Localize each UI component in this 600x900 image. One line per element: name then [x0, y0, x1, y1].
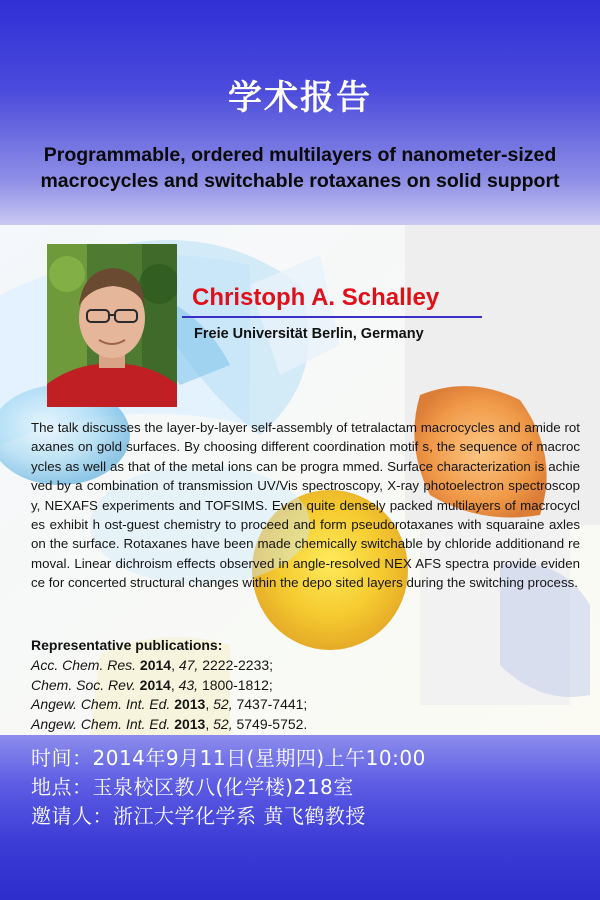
abstract-text: The talk discusses the layer-by-layer self-assembly of tetralactam macrocycles and amide rotaxanes on gold surfaces. By choosing different coordination motif s, the sequence of macrocycles as well as that of the metal ions can be progra mmed. Surface characterization is achieved by a combination of transmission UV/Vis spectroscopy, X-ray photoelectron spectroscopy, NEXAFS experiments and TOFSIMS. Even quite densely packed multilayers of macrocycles exhibit h ost-guest chemistry to proceed and form pseudorotaxanes with squaraine axles on the surface. Rotaxanes have been made chemically switchable by chloride additionand removal. Linear dichroism effects observed in angle-resolved NEX AFS spectra provide evidence for concerted structural changes within the depo sited layers during the switching process.	[31, 420, 580, 591]
publications-heading: Representative publications:	[31, 637, 223, 653]
speaker-affiliation: Freie Universität Berlin, Germany	[194, 326, 424, 342]
event-time: 时间：2014年9月11日(星期四)上午10:00	[31, 746, 426, 770]
publication-item: Acc. Chem. Res. 2014, 47, 2222-2233;	[31, 657, 274, 673]
speaker-photo	[47, 244, 177, 407]
speaker-name: Christoph A. Schalley	[192, 284, 440, 311]
publication-item: Angew. Chem. Int. Ed. 2013, 52, 7437-7441;	[31, 696, 308, 712]
publication-item: Angew. Chem. Int. Ed. 2013, 52, 5749-5752.	[31, 715, 308, 732]
name-underline	[182, 316, 482, 318]
event-inviter: 邀请人：浙江大学化学系 黄飞鹤教授	[31, 804, 366, 828]
event-location: 地点：玉泉校区教八(化学楼)218室	[31, 775, 354, 799]
publication-item: Chem. Soc. Rev. 2014, 43, 1800-1812;	[31, 676, 273, 693]
publications-list	[31, 656, 307, 734]
talk-title: Programmable, ordered multilayers of nanometer-sized macrocycles and switchable rotaxanes on solid support	[40, 144, 560, 192]
poster-title: 学术报告	[228, 78, 372, 118]
header-band	[0, 0, 600, 225]
